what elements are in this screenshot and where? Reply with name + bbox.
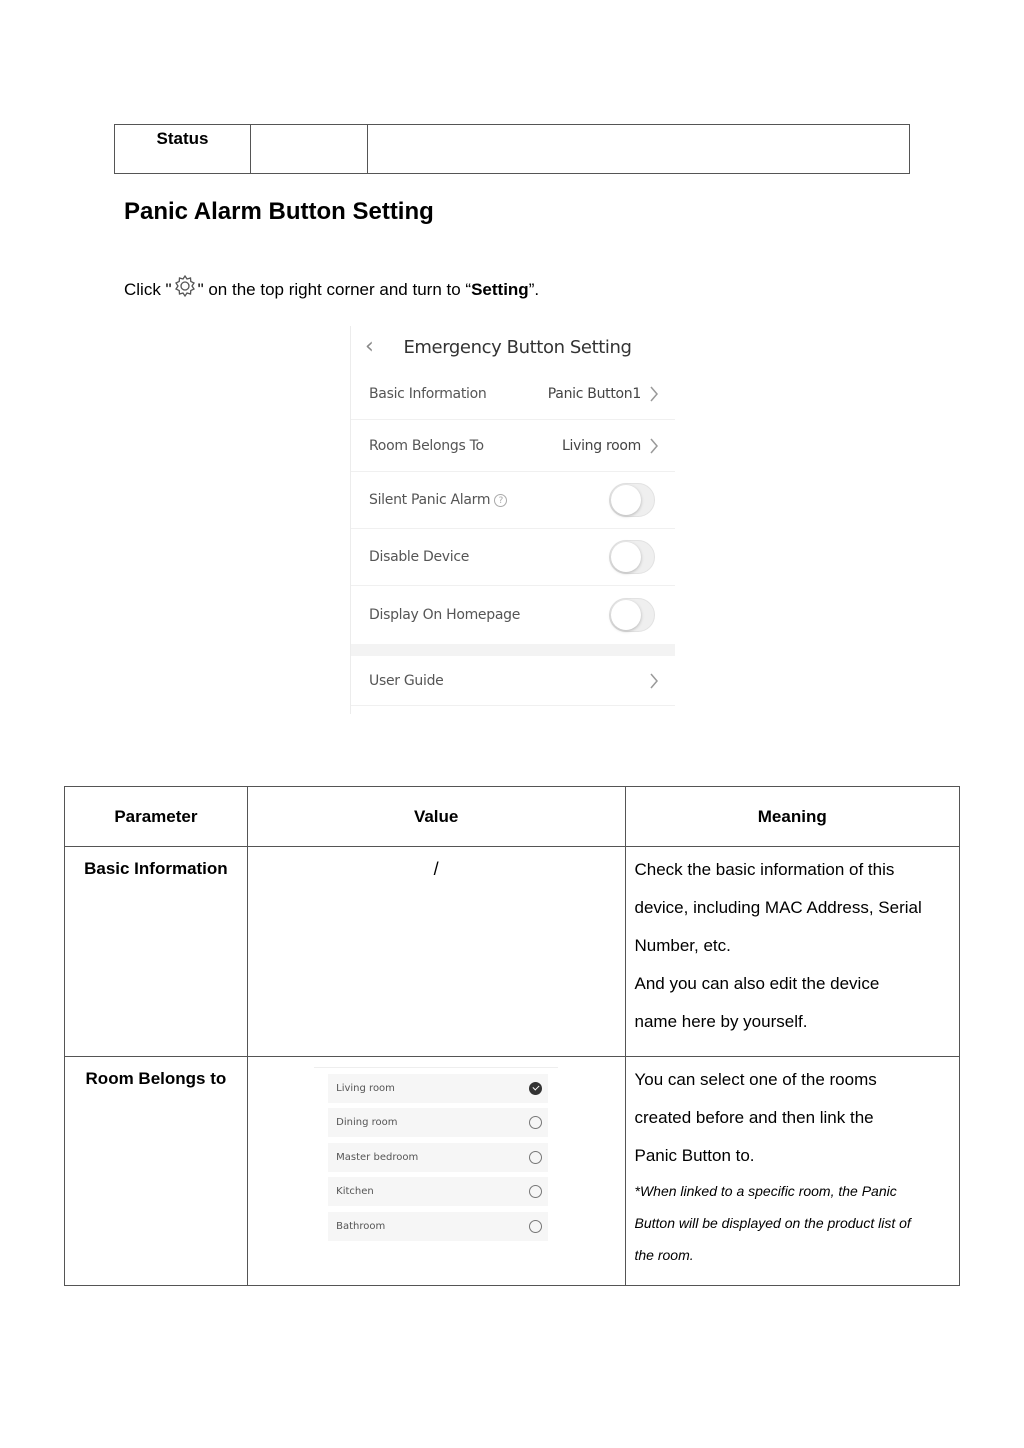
gear-icon — [172, 274, 198, 298]
row-label: Disable Device — [369, 549, 470, 565]
parameter-meaning — [625, 847, 960, 1057]
parameter-table — [64, 786, 960, 1286]
display-homepage-toggle[interactable] — [609, 598, 655, 632]
row-label: Room Belongs To — [369, 437, 484, 454]
row-basic-information[interactable] — [351, 368, 675, 420]
disable-device-toggle[interactable] — [609, 540, 655, 574]
meaning-note — [635, 1175, 952, 1271]
phone-title: Emergency Button Setting — [403, 336, 632, 358]
instruction-end: ”. — [528, 280, 540, 299]
note-line: Button will be displayed on the product list of — [634, 1215, 911, 1231]
room-option[interactable] — [328, 1074, 548, 1103]
parameter-name: Room Belongs to — [65, 1057, 248, 1286]
room-list — [314, 1067, 558, 1249]
instruction-prefix: Click " — [124, 280, 172, 299]
room-name: Dining room — [336, 1117, 398, 1128]
meaning-line: You can select one of the rooms — [634, 1070, 877, 1089]
header-parameter: Parameter — [65, 787, 248, 847]
meaning-line: created before and then link the — [634, 1108, 874, 1127]
chevron-right-icon — [649, 672, 659, 690]
chevron-right-icon — [649, 437, 659, 455]
table-header-row — [65, 787, 960, 847]
table-row — [65, 847, 960, 1057]
section-title: Panic Alarm Button Setting — [124, 198, 434, 225]
instruction-text — [124, 280, 539, 300]
room-name: Bathroom — [336, 1221, 386, 1232]
row-value: Panic Button1 — [547, 385, 641, 402]
row-silent-panic-alarm — [351, 472, 675, 529]
row-disable-device — [351, 529, 675, 586]
radio-checked-icon — [529, 1082, 542, 1095]
status-meaning-cell — [368, 125, 909, 173]
radio-unchecked-icon — [529, 1220, 542, 1233]
table-row — [65, 1057, 960, 1286]
room-name: Master bedroom — [336, 1152, 419, 1163]
room-name: Kitchen — [336, 1186, 374, 1197]
parameter-value: / — [247, 847, 625, 1057]
help-icon[interactable]: ? — [494, 494, 507, 507]
silent-alarm-toggle[interactable] — [609, 483, 655, 517]
radio-unchecked-icon — [529, 1151, 542, 1164]
note-line: *When linked to a specific room, the Panic — [634, 1183, 897, 1199]
parameter-value — [247, 1057, 625, 1286]
status-table — [114, 124, 910, 174]
row-user-guide[interactable] — [351, 656, 675, 706]
chevron-right-icon — [649, 385, 659, 403]
parameter-meaning — [625, 1057, 960, 1286]
row-display-on-homepage — [351, 586, 675, 644]
header-meaning: Meaning — [625, 787, 960, 847]
radio-unchecked-icon — [529, 1116, 542, 1129]
instruction-suffix: " on the top right corner and turn to “ — [197, 280, 472, 299]
status-value-cell — [251, 125, 368, 173]
meaning-line: Number, etc. — [634, 936, 731, 955]
room-option[interactable] — [328, 1212, 548, 1241]
status-label: Status — [115, 125, 251, 173]
row-label: Display On Homepage — [369, 607, 521, 623]
row-value: Living room — [562, 437, 641, 454]
meaning-line: Check the basic information of this — [634, 860, 895, 879]
meaning-line: Panic Button to. — [634, 1146, 755, 1165]
instruction-setting: Setting — [471, 280, 529, 299]
meaning-line: And you can also edit the device — [634, 974, 880, 993]
room-option[interactable] — [328, 1177, 548, 1206]
back-chevron-icon[interactable]: ‹ — [365, 334, 374, 359]
room-option[interactable] — [328, 1108, 548, 1137]
settings-screenshot — [350, 326, 674, 714]
row-label: Silent Panic Alarm — [369, 492, 491, 508]
section-divider — [351, 644, 675, 656]
parameter-name: Basic Information — [65, 847, 248, 1057]
row-label: Basic Information — [369, 385, 487, 402]
note-line: the room. — [634, 1247, 694, 1263]
row-label: User Guide — [369, 672, 444, 689]
meaning-line: device, including MAC Address, Serial — [634, 898, 922, 917]
phone-header — [351, 326, 674, 368]
radio-unchecked-icon — [529, 1185, 542, 1198]
header-value: Value — [247, 787, 625, 847]
room-name: Living room — [336, 1083, 395, 1094]
room-option[interactable] — [328, 1143, 548, 1172]
meaning-line: name here by yourself. — [634, 1012, 808, 1031]
row-room-belongs-to[interactable] — [351, 420, 675, 472]
